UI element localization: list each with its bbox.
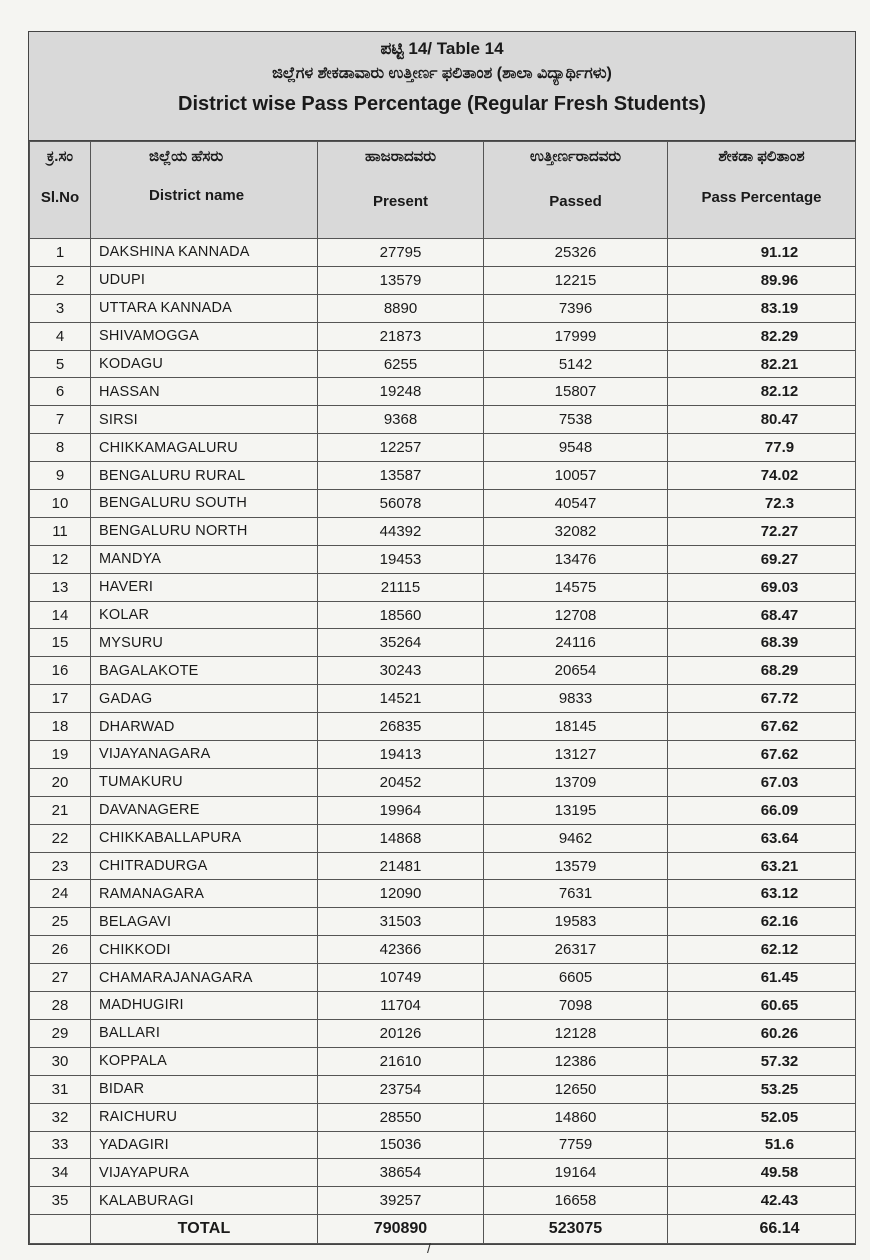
cell-district: RAICHURU	[91, 1103, 318, 1131]
cell-passed: 13709	[484, 768, 668, 796]
cell-slno: 3	[30, 294, 91, 322]
cell-slno: 32	[30, 1103, 91, 1131]
cell-pass-percentage: 82.12	[668, 378, 856, 406]
cell-district: MADHUGIRI	[91, 992, 318, 1020]
cell-present: 13579	[318, 266, 484, 294]
col-header-present: ಹಾಜರಾದವರು Present	[318, 142, 484, 239]
cell-passed: 12386	[484, 1047, 668, 1075]
cell-district: DAKSHINA KANNADA	[91, 239, 318, 267]
cell-district: VIJAYAPURA	[91, 1159, 318, 1187]
cell-passed: 7759	[484, 1131, 668, 1159]
cell-present: 18560	[318, 601, 484, 629]
cell-present: 28550	[318, 1103, 484, 1131]
cell-pass-percentage: 67.03	[668, 768, 856, 796]
cell-passed: 9548	[484, 434, 668, 462]
cell-present: 31503	[318, 908, 484, 936]
cell-pass-percentage: 72.27	[668, 517, 856, 545]
table-frame	[28, 31, 856, 1245]
table-row	[30, 322, 856, 350]
cell-slno: 19	[30, 741, 91, 769]
cell-slno: 9	[30, 462, 91, 490]
cell-passed: 40547	[484, 490, 668, 518]
cell-pass-percentage: 67.62	[668, 713, 856, 741]
cell-pass-percentage: 80.47	[668, 406, 856, 434]
cell-district: MYSURU	[91, 629, 318, 657]
table-row	[30, 573, 856, 601]
cell-pass-percentage: 68.47	[668, 601, 856, 629]
cell-present: 21115	[318, 573, 484, 601]
cell-pass-percentage: 89.96	[668, 266, 856, 294]
cell-slno: 8	[30, 434, 91, 462]
table-row	[30, 657, 856, 685]
cell-passed: 5142	[484, 350, 668, 378]
cell-passed: 24116	[484, 629, 668, 657]
cell-pass-percentage: 60.26	[668, 1019, 856, 1047]
cell-slno: 22	[30, 824, 91, 852]
cell-slno: 26	[30, 936, 91, 964]
table-heading	[29, 32, 855, 141]
cell-pass-percentage: 42.43	[668, 1187, 856, 1215]
cell-present: 13587	[318, 462, 484, 490]
table-row	[30, 350, 856, 378]
table-row	[30, 434, 856, 462]
cell-present: 21481	[318, 852, 484, 880]
cell-pass-percentage: 67.62	[668, 741, 856, 769]
table-row	[30, 1187, 856, 1215]
table-row	[30, 685, 856, 713]
cell-present: 10749	[318, 964, 484, 992]
cell-slno: 1	[30, 239, 91, 267]
cell-present: 23754	[318, 1075, 484, 1103]
cell-present: 39257	[318, 1187, 484, 1215]
cell-district: SIRSI	[91, 406, 318, 434]
cell-slno: 28	[30, 992, 91, 1020]
table-row	[30, 768, 856, 796]
cell-passed: 6605	[484, 964, 668, 992]
cell-slno: 18	[30, 713, 91, 741]
cell-pass-percentage: 57.32	[668, 1047, 856, 1075]
cell-pass-percentage: 72.3	[668, 490, 856, 518]
cell-passed: 14575	[484, 573, 668, 601]
cell-slno: 17	[30, 685, 91, 713]
cell-district: SHIVAMOGGA	[91, 322, 318, 350]
table-row	[30, 1103, 856, 1131]
cell-present: 27795	[318, 239, 484, 267]
cell-district: BAGALAKOTE	[91, 657, 318, 685]
cell-slno: 24	[30, 880, 91, 908]
total-pass-percentage: 66.14	[668, 1215, 856, 1244]
cell-passed: 19164	[484, 1159, 668, 1187]
table-row	[30, 880, 856, 908]
table-row	[30, 1047, 856, 1075]
table-row	[30, 852, 856, 880]
cell-slno: 23	[30, 852, 91, 880]
table-number: ಪಟ್ಟಿ 14/ Table 14	[380, 39, 504, 58]
cell-present: 19453	[318, 545, 484, 573]
cell-passed: 9462	[484, 824, 668, 852]
cell-pass-percentage: 91.12	[668, 239, 856, 267]
cell-present: 56078	[318, 490, 484, 518]
cell-pass-percentage: 52.05	[668, 1103, 856, 1131]
cell-district: KOLAR	[91, 601, 318, 629]
cell-passed: 7538	[484, 406, 668, 434]
cell-passed: 13579	[484, 852, 668, 880]
cell-slno: 12	[30, 545, 91, 573]
cell-district: VIJAYANAGARA	[91, 741, 318, 769]
cell-passed: 20654	[484, 657, 668, 685]
cell-passed: 13195	[484, 796, 668, 824]
table-row	[30, 601, 856, 629]
cell-district: CHIKKABALLAPURA	[91, 824, 318, 852]
cell-slno: 5	[30, 350, 91, 378]
cell-passed: 17999	[484, 322, 668, 350]
table-row	[30, 936, 856, 964]
cell-pass-percentage: 53.25	[668, 1075, 856, 1103]
cell-present: 12090	[318, 880, 484, 908]
cell-passed: 19583	[484, 908, 668, 936]
cell-slno: 15	[30, 629, 91, 657]
table-row	[30, 908, 856, 936]
table-body	[30, 239, 856, 1244]
cell-present: 35264	[318, 629, 484, 657]
cell-passed: 9833	[484, 685, 668, 713]
cell-pass-percentage: 49.58	[668, 1159, 856, 1187]
cell-district: DHARWAD	[91, 713, 318, 741]
table-row	[30, 741, 856, 769]
cell-slno: 25	[30, 908, 91, 936]
table-row	[30, 1019, 856, 1047]
cell-passed: 12128	[484, 1019, 668, 1047]
col-header-pass-percentage: ಶೇಕಡಾ ಫಲಿತಾಂಶ Pass Percentage	[668, 142, 856, 239]
cell-passed: 16658	[484, 1187, 668, 1215]
cell-passed: 15807	[484, 378, 668, 406]
cell-present: 26835	[318, 713, 484, 741]
table-row	[30, 1159, 856, 1187]
cell-district: UTTARA KANNADA	[91, 294, 318, 322]
cell-pass-percentage: 69.03	[668, 573, 856, 601]
table-row	[30, 992, 856, 1020]
cell-pass-percentage: 67.72	[668, 685, 856, 713]
cell-slno: 16	[30, 657, 91, 685]
cell-district: CHIKKAMAGALURU	[91, 434, 318, 462]
cell-slno: 31	[30, 1075, 91, 1103]
cell-passed: 7098	[484, 992, 668, 1020]
cell-present: 9368	[318, 406, 484, 434]
cell-passed: 14860	[484, 1103, 668, 1131]
cell-slno: 6	[30, 378, 91, 406]
cell-slno: 10	[30, 490, 91, 518]
cell-passed: 13476	[484, 545, 668, 573]
table-row	[30, 378, 856, 406]
cell-pass-percentage: 68.29	[668, 657, 856, 685]
cell-district: BENGALURU NORTH	[91, 517, 318, 545]
cell-passed: 32082	[484, 517, 668, 545]
cell-district: TUMAKURU	[91, 768, 318, 796]
cell-passed: 13127	[484, 741, 668, 769]
col-header-district: ಜಿಲ್ಲೆಯ ಹೆಸರು District name	[91, 142, 318, 239]
table-row	[30, 1075, 856, 1103]
cell-present: 44392	[318, 517, 484, 545]
total-present: 790890	[318, 1215, 484, 1244]
cell-passed: 12215	[484, 266, 668, 294]
cell-present: 11704	[318, 992, 484, 1020]
cell-present: 8890	[318, 294, 484, 322]
cell-passed: 12708	[484, 601, 668, 629]
cell-district: HAVERI	[91, 573, 318, 601]
table-row	[30, 294, 856, 322]
cell-slno: 11	[30, 517, 91, 545]
cell-present: 21873	[318, 322, 484, 350]
cell-district: KODAGU	[91, 350, 318, 378]
cell-passed: 26317	[484, 936, 668, 964]
cell-pass-percentage: 62.16	[668, 908, 856, 936]
cell-slno: 34	[30, 1159, 91, 1187]
cell-district: CHITRADURGA	[91, 852, 318, 880]
cell-district: KOPPALA	[91, 1047, 318, 1075]
total-row	[30, 1215, 856, 1244]
cell-present: 20452	[318, 768, 484, 796]
cell-district: MANDYA	[91, 545, 318, 573]
table-row	[30, 239, 856, 267]
cell-district: CHIKKODI	[91, 936, 318, 964]
table-row	[30, 824, 856, 852]
cell-slno: 21	[30, 796, 91, 824]
table-row	[30, 266, 856, 294]
cell-pass-percentage: 66.09	[668, 796, 856, 824]
cell-present: 42366	[318, 936, 484, 964]
cell-passed: 7396	[484, 294, 668, 322]
cell-present: 15036	[318, 1131, 484, 1159]
cell-passed: 10057	[484, 462, 668, 490]
cell-pass-percentage: 68.39	[668, 629, 856, 657]
col-header-passed: ಉತ್ತೀರ್ಣರಾದವರು Passed	[484, 142, 668, 239]
total-label: TOTAL	[91, 1215, 318, 1244]
table-row	[30, 545, 856, 573]
cell-passed: 12650	[484, 1075, 668, 1103]
cell-district: KALABURAGI	[91, 1187, 318, 1215]
cell-pass-percentage: 82.29	[668, 322, 856, 350]
cell-slno: 4	[30, 322, 91, 350]
cell-pass-percentage: 69.27	[668, 545, 856, 573]
cell-slno: 29	[30, 1019, 91, 1047]
cell-district: BENGALURU RURAL	[91, 462, 318, 490]
cell-pass-percentage: 83.19	[668, 294, 856, 322]
cell-district: BALLARI	[91, 1019, 318, 1047]
cell-present: 12257	[318, 434, 484, 462]
cell-slno: 33	[30, 1131, 91, 1159]
table-row	[30, 1131, 856, 1159]
cell-present: 19248	[318, 378, 484, 406]
cell-passed: 18145	[484, 713, 668, 741]
cell-pass-percentage: 51.6	[668, 1131, 856, 1159]
cell-pass-percentage: 63.64	[668, 824, 856, 852]
cell-present: 14868	[318, 824, 484, 852]
table-row	[30, 964, 856, 992]
cell-district: GADAG	[91, 685, 318, 713]
cell-slno: 30	[30, 1047, 91, 1075]
cell-present: 20126	[318, 1019, 484, 1047]
cell-district: HASSAN	[91, 378, 318, 406]
cell-pass-percentage: 60.65	[668, 992, 856, 1020]
title-english: District wise Pass Percentage (Regular Fresh Students)	[178, 93, 706, 115]
cell-slno: 14	[30, 601, 91, 629]
pass-percentage-table	[29, 141, 856, 1244]
cell-district: BELAGAVI	[91, 908, 318, 936]
cell-slno: 35	[30, 1187, 91, 1215]
cell-district: BENGALURU SOUTH	[91, 490, 318, 518]
cell-present: 19413	[318, 741, 484, 769]
cell-present: 19964	[318, 796, 484, 824]
cell-district: CHAMARAJANAGARA	[91, 964, 318, 992]
cell-present: 14521	[318, 685, 484, 713]
total-slno-cell	[30, 1215, 91, 1244]
cell-present: 38654	[318, 1159, 484, 1187]
cell-present: 30243	[318, 657, 484, 685]
cell-district: RAMANAGARA	[91, 880, 318, 908]
cell-district: UDUPI	[91, 266, 318, 294]
total-passed: 523075	[484, 1215, 668, 1244]
page-mark: /	[427, 1240, 431, 1256]
table-row	[30, 406, 856, 434]
cell-slno: 20	[30, 768, 91, 796]
cell-pass-percentage: 61.45	[668, 964, 856, 992]
cell-slno: 2	[30, 266, 91, 294]
cell-present: 6255	[318, 350, 484, 378]
cell-district: YADAGIRI	[91, 1131, 318, 1159]
table-row	[30, 796, 856, 824]
header-row	[30, 142, 856, 239]
table-row	[30, 490, 856, 518]
table-row	[30, 462, 856, 490]
cell-pass-percentage: 63.21	[668, 852, 856, 880]
cell-pass-percentage: 62.12	[668, 936, 856, 964]
cell-pass-percentage: 74.02	[668, 462, 856, 490]
col-header-slno: ಕ್ರ.ಸಂ Sl.No	[30, 142, 91, 239]
table-row	[30, 713, 856, 741]
cell-pass-percentage: 63.12	[668, 880, 856, 908]
cell-slno: 13	[30, 573, 91, 601]
cell-passed: 7631	[484, 880, 668, 908]
table-row	[30, 517, 856, 545]
cell-passed: 25326	[484, 239, 668, 267]
cell-district: DAVANAGERE	[91, 796, 318, 824]
cell-pass-percentage: 82.21	[668, 350, 856, 378]
cell-slno: 27	[30, 964, 91, 992]
title-kannada: ಜಿಲ್ಲೆಗಳ ಶೇಕಡಾವಾರು ಉತ್ತೀರ್ಣ ಫಲಿತಾಂಶ (ಶಾಲಾ ವಿದ್ಯಾರ್ಥಿಗಳು)	[272, 65, 612, 82]
cell-slno: 7	[30, 406, 91, 434]
table-row	[30, 629, 856, 657]
cell-present: 21610	[318, 1047, 484, 1075]
cell-pass-percentage: 77.9	[668, 434, 856, 462]
cell-district: BIDAR	[91, 1075, 318, 1103]
